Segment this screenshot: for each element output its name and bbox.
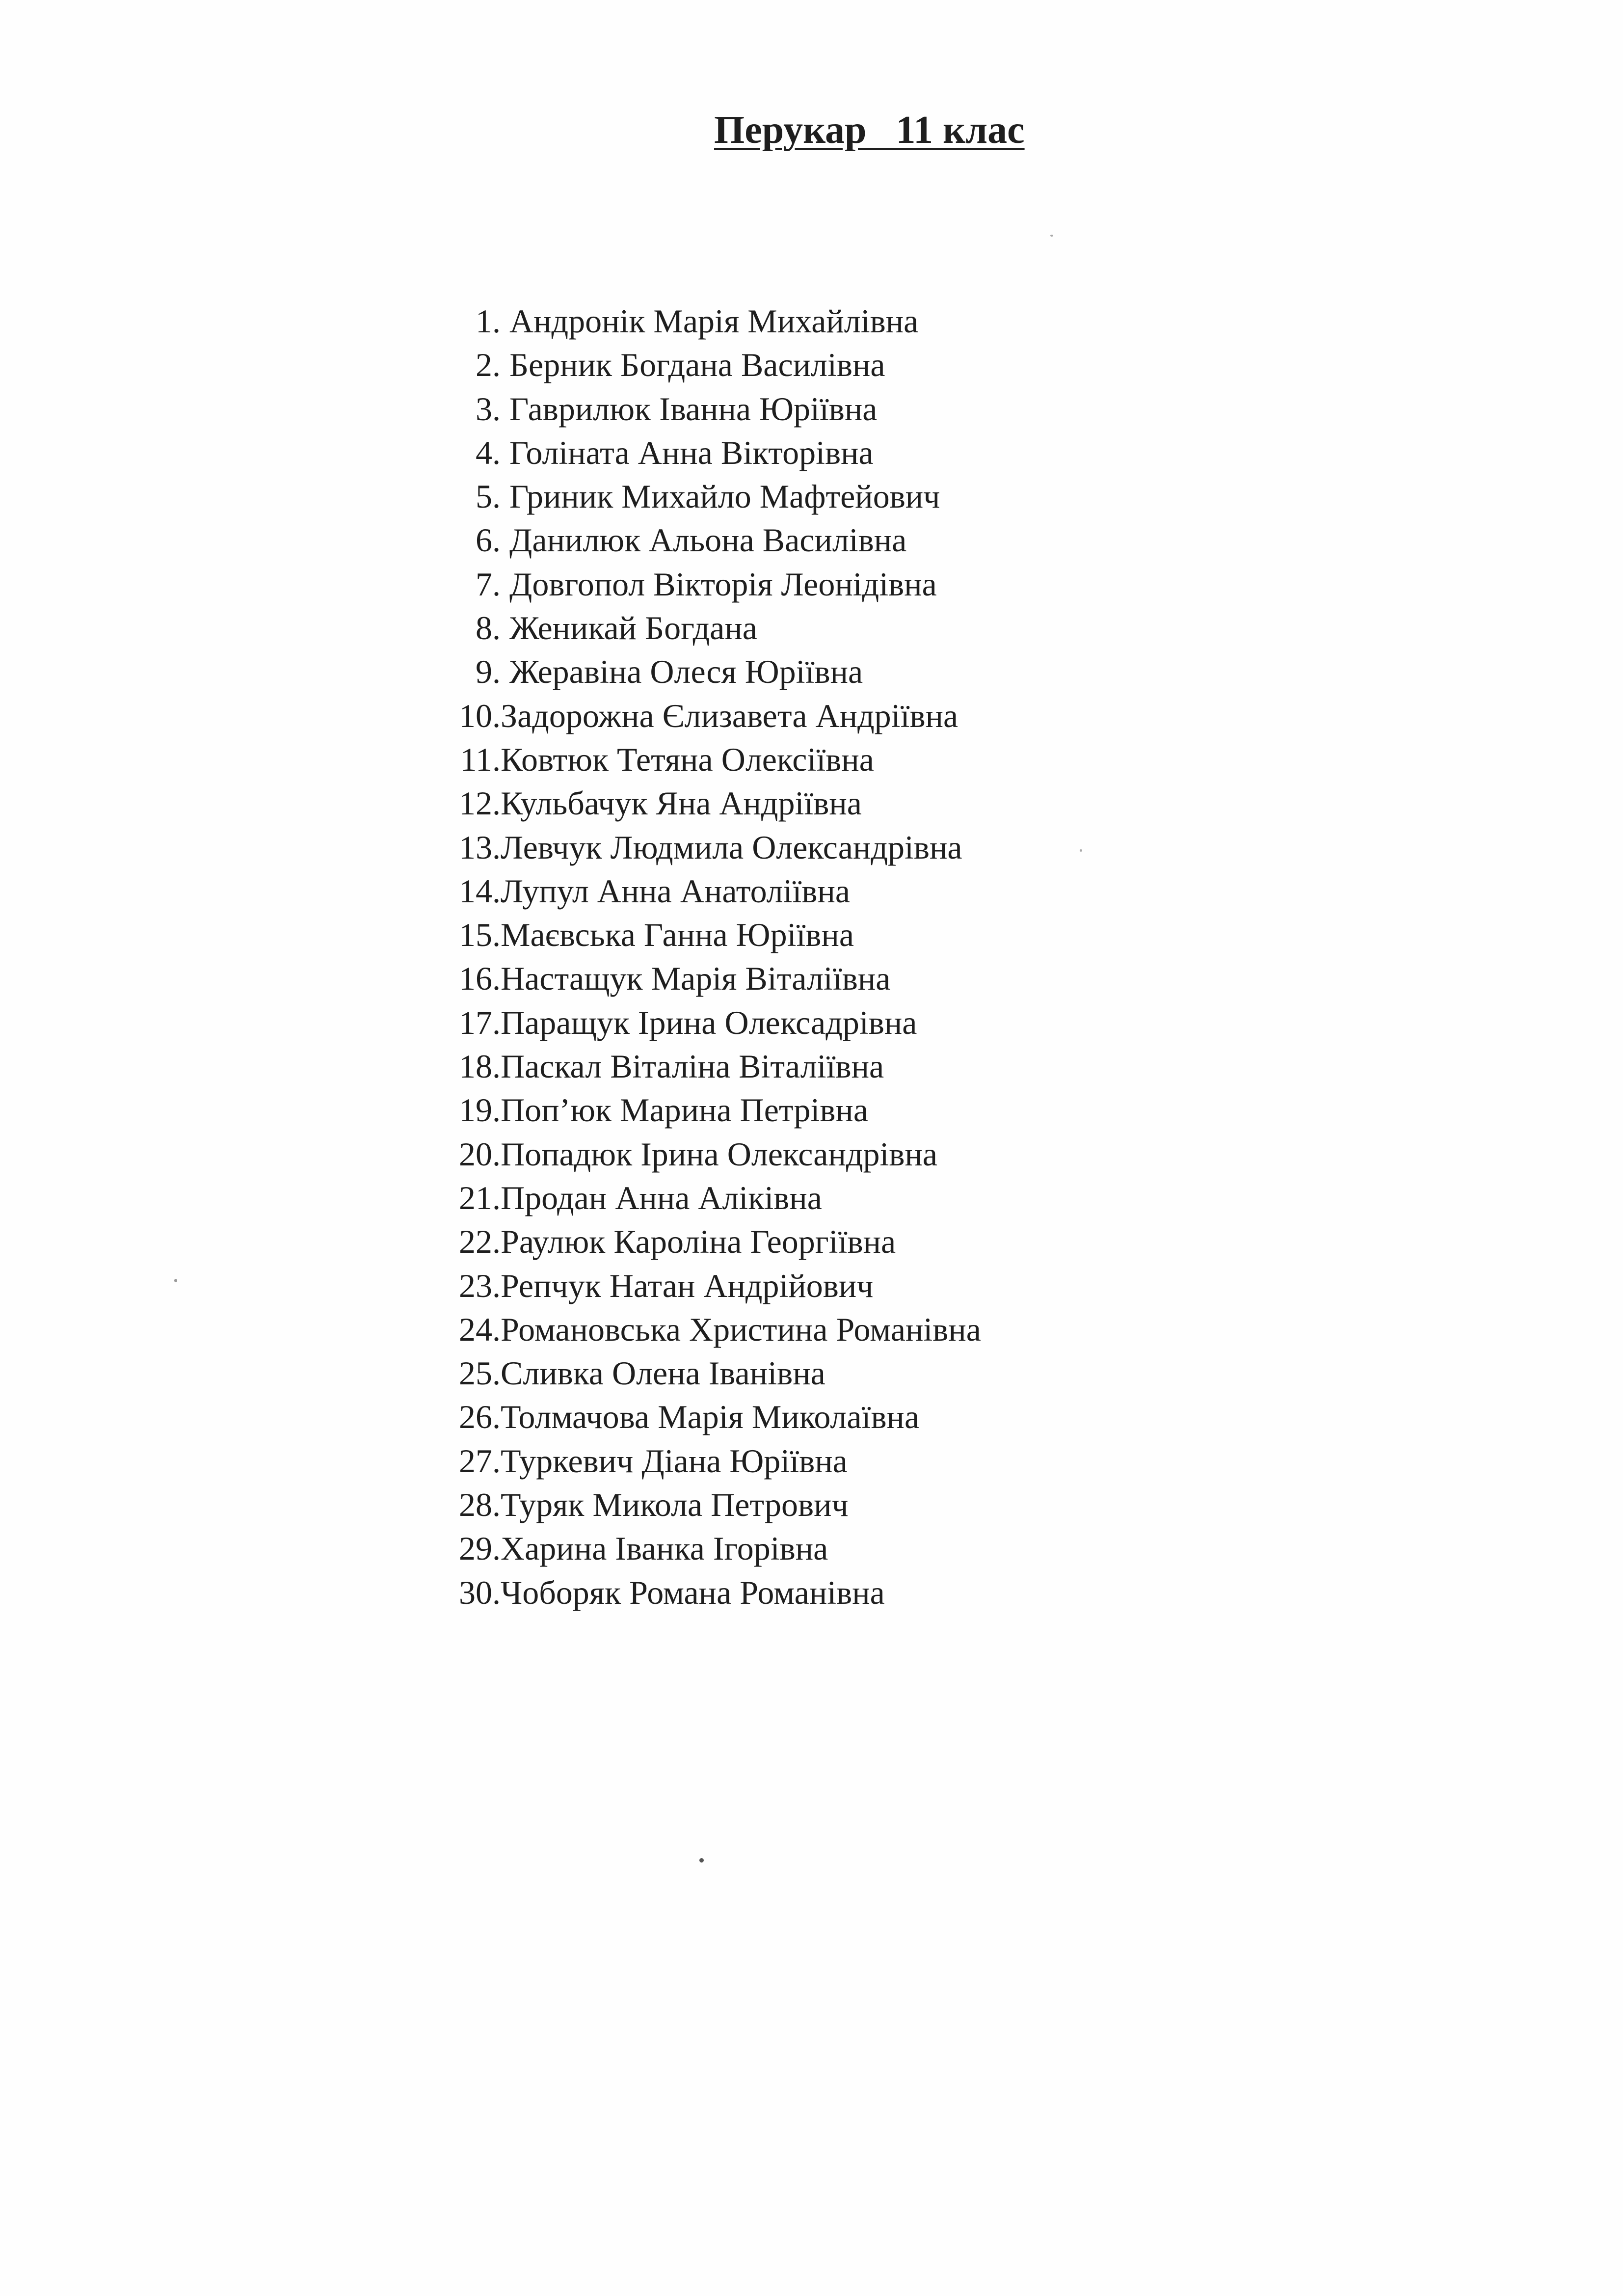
list-item-name: Левчук Людмила Олександрівна	[501, 828, 962, 866]
list-item	[452, 563, 981, 606]
list-item-name: Настащук Марія Віталіївна	[501, 960, 891, 998]
list-item-name: Довгопол Вікторія Леонідівна	[509, 565, 937, 603]
list-item	[452, 299, 981, 343]
list-item-name: Маєвська Ганна Юріївна	[501, 916, 854, 954]
list-item	[452, 518, 981, 562]
list-item-number: 23.	[459, 1267, 501, 1304]
list-item-name: Толмачова Марія Миколаївна	[501, 1398, 920, 1436]
list-item	[452, 1308, 981, 1351]
page-title: Перукар 11 клас	[714, 108, 1025, 152]
list-item-number: 26.	[459, 1398, 501, 1436]
list-item	[452, 1088, 981, 1132]
scan-speck	[1050, 235, 1053, 237]
list-item-number: 7.	[476, 565, 501, 603]
list-item	[452, 694, 981, 738]
list-item	[452, 1527, 981, 1570]
list-item-number: 3.	[476, 390, 501, 428]
list-item-name: Берник Богдана Василівна	[509, 346, 885, 384]
list-item-number: 16.	[459, 960, 501, 998]
list-item	[452, 1351, 981, 1395]
list-item	[452, 1220, 981, 1264]
list-item-number: 1.	[476, 302, 501, 340]
list-item	[452, 606, 981, 650]
student-list	[452, 299, 981, 1615]
list-item	[452, 343, 981, 387]
list-item-number: 5.	[476, 478, 501, 515]
list-item-number: 22.	[459, 1223, 501, 1261]
list-item-name: Чоборяк Романа Романівна	[501, 1573, 885, 1611]
list-item-number: 15.	[459, 916, 501, 954]
list-item-name: Паскал Віталіна Віталіївна	[501, 1048, 884, 1085]
list-item-name: Андронік Марія Михайлівна	[509, 302, 919, 340]
list-item-number: 28.	[459, 1486, 501, 1524]
list-item-name: Поп’юк Марина Петрівна	[501, 1091, 868, 1129]
list-item-name: Лупул Анна Анатоліївна	[501, 872, 851, 910]
list-item-number: 29.	[459, 1530, 501, 1567]
list-item	[452, 1045, 981, 1088]
list-item	[452, 782, 981, 825]
list-item-number: 20.	[459, 1135, 501, 1173]
list-item-number: 13.	[459, 828, 501, 866]
list-item-name: Попадюк Ірина Олександрівна	[501, 1135, 938, 1173]
list-item	[452, 1133, 981, 1176]
list-item-number: 14.	[459, 872, 501, 910]
list-item-name: Голіната Анна Вікторівна	[509, 433, 874, 471]
list-item-number: 6.	[476, 521, 501, 559]
list-item	[452, 957, 981, 1000]
list-item-name: Туркевич Діана Юріївна	[501, 1442, 848, 1480]
list-item-number: 24.	[459, 1310, 501, 1348]
list-item-name: Сливка Олена Іванівна	[501, 1354, 825, 1392]
list-item-name: Раулюк Кароліна Георгіївна	[501, 1223, 896, 1261]
list-item-name: Кульбачук Яна Андріївна	[501, 784, 862, 822]
scan-speck	[1080, 849, 1082, 852]
list-item-number: 2.	[476, 346, 501, 384]
list-item-name: Продан Анна Аліківна	[501, 1179, 822, 1216]
list-item-number: 27.	[459, 1442, 501, 1480]
list-item	[452, 475, 981, 518]
list-item-name: Романовська Христина Романівна	[501, 1310, 981, 1348]
list-item-number: 11.	[460, 740, 501, 778]
list-item-number: 10.	[459, 697, 501, 734]
list-item-number: 30.	[459, 1573, 501, 1611]
list-item-name: Ковтюк Тетяна Олексіївна	[501, 740, 874, 778]
list-item-name: Жеравіна Олеся Юріївна	[509, 653, 863, 691]
list-item-name: Данилюк Альона Василівна	[509, 521, 907, 559]
list-item	[452, 387, 981, 431]
list-item	[452, 738, 981, 782]
list-item-name: Задорожна Єлизавета Андріївна	[501, 697, 958, 734]
list-item	[452, 1395, 981, 1439]
list-item-number: 8.	[476, 609, 501, 647]
list-item	[452, 1001, 981, 1045]
list-item-name: Репчук Натан Андрійович	[501, 1267, 874, 1304]
list-item	[452, 1483, 981, 1527]
list-item-name: Туряк Микола Петрович	[501, 1486, 849, 1524]
list-item-number: 12.	[459, 784, 501, 822]
list-item-number: 9.	[476, 653, 501, 691]
list-item-number: 18.	[459, 1048, 501, 1085]
list-item	[452, 1176, 981, 1220]
list-item	[452, 1439, 981, 1483]
list-item-name: Гаврилюк Іванна Юріївна	[509, 390, 878, 428]
list-item-number: 19.	[459, 1091, 501, 1129]
list-item-number: 4.	[476, 433, 501, 471]
list-item	[452, 650, 981, 694]
list-item-name: Харина Іванка Ігорівна	[501, 1530, 828, 1567]
list-item-name: Гриник Михайло Мафтейович	[509, 478, 940, 515]
scan-speck	[699, 1858, 704, 1863]
list-item	[452, 1571, 981, 1615]
list-item	[452, 1264, 981, 1308]
list-item-number: 21.	[459, 1179, 501, 1216]
list-item	[452, 431, 981, 475]
list-item-number: 17.	[459, 1003, 501, 1041]
list-item	[452, 913, 981, 957]
list-item-name: Женикай Богдана	[509, 609, 757, 647]
list-item-number: 25.	[459, 1354, 501, 1392]
list-item-name: Паращук Ірина Олексадрівна	[501, 1003, 917, 1041]
list-item	[452, 869, 981, 913]
list-item	[452, 826, 981, 869]
scan-speck	[174, 1279, 177, 1282]
